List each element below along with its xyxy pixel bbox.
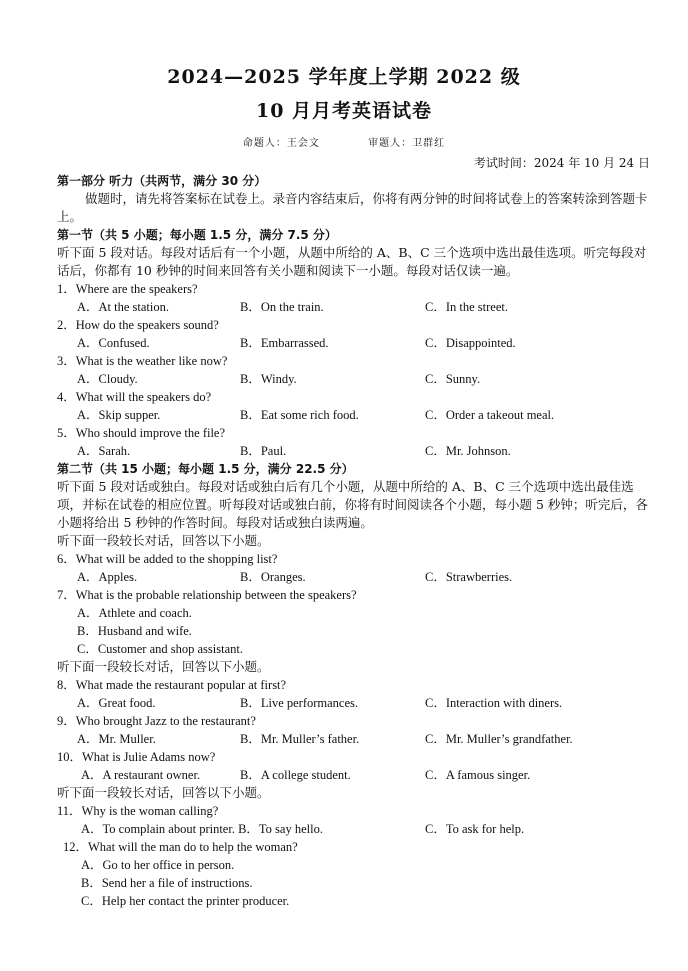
part1-instruction: 做题时，请先将答案标在试卷上。录音内容结束后，你将有两分钟的时间将试卷上的答案转涂到答题卡上。 bbox=[57, 191, 648, 224]
option-a: A．Mr. Muller. bbox=[77, 732, 156, 746]
option-c: C．A famous singer. bbox=[425, 768, 531, 782]
question-9: 9．Who brought Jazz to the restaurant? bbox=[57, 714, 256, 728]
options-8 bbox=[57, 694, 653, 712]
option-a: A．Go to her office in person. bbox=[81, 858, 235, 872]
page-subtitle: 10 月月考英语试卷 bbox=[255, 100, 433, 122]
page-title: 2024—2025 学年度上学期 2022 级 bbox=[167, 66, 521, 88]
option-c: C．To ask for help. bbox=[425, 822, 525, 836]
options-10 bbox=[57, 766, 653, 784]
question-10: 10．What is Julie Adams now? bbox=[57, 750, 216, 764]
option-b: B．A college student. bbox=[240, 768, 351, 782]
section2-heading: 第二节（共 15 小题；每小题 1.5 分，满分 22.5 分） bbox=[57, 462, 354, 476]
setter-label: 命题人：王会文 bbox=[242, 138, 320, 149]
question-5: 5．Who should improve the file? bbox=[57, 426, 226, 440]
option-a-b: A．To complain about printer. B．To say hello. bbox=[81, 822, 323, 836]
option-a: A．Confused. bbox=[77, 336, 150, 350]
option-b: B．Live performances. bbox=[240, 696, 359, 710]
question-11: 11．Why is the woman calling? bbox=[57, 804, 219, 818]
option-a: A．A restaurant owner. bbox=[81, 768, 201, 782]
section2-instruction: 听下面 5 段对话或独白。每段对话或独白后有几个小题，从题中所给的 A、B、C 三个选项中选出最佳选项，并标在试卷的相应位置。听每段对话或独白前，你将有时间阅读各个小题，每小题 5 秒钟；听完后，各小题将给出 5 秒钟的作答时间。每段对话或独白读两遍。 bbox=[57, 479, 648, 530]
authors-line bbox=[0, 134, 688, 149]
option-b: B．Husband and wife. bbox=[77, 624, 192, 638]
option-b: B．Paul. bbox=[240, 444, 287, 458]
options-9 bbox=[57, 730, 653, 748]
dialogue-intro: 听下面一段较长对话，回答以下小题。 bbox=[57, 659, 270, 674]
options-6 bbox=[57, 568, 653, 586]
option-b: B．Windy. bbox=[240, 372, 297, 386]
option-c: C．In the street. bbox=[425, 300, 508, 314]
options-4 bbox=[57, 406, 653, 424]
option-b: B．Mr. Muller’s father. bbox=[240, 732, 360, 746]
option-a: A．Skip supper. bbox=[77, 408, 161, 422]
option-c: C．Interaction with diners. bbox=[425, 696, 563, 710]
option-c: C．Strawberries. bbox=[425, 570, 513, 584]
option-a: A．Athlete and coach. bbox=[77, 606, 192, 620]
option-c: C．Disappointed. bbox=[425, 336, 516, 350]
options-11 bbox=[57, 820, 653, 838]
dialogue-intro: 听下面一段较长对话，回答以下小题。 bbox=[57, 533, 270, 548]
option-b: B．Embarrassed. bbox=[240, 336, 329, 350]
question-6: 6．What will be added to the shopping list? bbox=[57, 552, 278, 566]
option-c: C．Mr. Muller’s grandfather. bbox=[425, 732, 573, 746]
options-2 bbox=[57, 334, 653, 352]
section1-heading: 第一节（共 5 小题；每小题 1.5 分，满分 7.5 分） bbox=[57, 228, 337, 242]
option-c: C．Customer and shop assistant. bbox=[77, 642, 243, 656]
options-3 bbox=[57, 370, 653, 388]
option-a: A．Cloudy. bbox=[77, 372, 138, 386]
options-5 bbox=[57, 442, 653, 460]
dialogue-intro: 听下面一段较长对话，回答以下小题。 bbox=[57, 785, 270, 800]
question-7: 7．What is the probable relationship between the speakers? bbox=[57, 588, 357, 602]
option-c: C．Mr. Johnson. bbox=[425, 444, 511, 458]
option-a: A．At the station. bbox=[77, 300, 170, 314]
section1-instruction: 听下面 5 段对话。每段对话后有一个小题，从题中所给的 A、B、C 三个选项中选出最佳选项。听完每段对话后，你都有 10 秒钟的时间来回答有关小题和阅读下一小题。每段对话仅读一遍。 bbox=[57, 245, 647, 278]
options-1 bbox=[57, 298, 653, 316]
option-a: A．Sarah. bbox=[77, 444, 131, 458]
option-c: C．Help her contact the printer producer. bbox=[81, 894, 290, 908]
question-1: 1．Where are the speakers? bbox=[57, 282, 198, 296]
option-b: B．Oranges. bbox=[240, 570, 306, 584]
option-a: A．Great food. bbox=[77, 696, 156, 710]
option-b: B．Eat some rich food. bbox=[240, 408, 359, 422]
option-b: B．Send her a file of instructions. bbox=[81, 876, 253, 890]
question-8: 8．What made the restaurant popular at first? bbox=[57, 678, 287, 692]
reviewer-label: 审题人：卫群红 bbox=[368, 138, 446, 149]
option-c: C．Sunny. bbox=[425, 372, 481, 386]
part1-heading: 第一部分 听力（共两节，满分 30 分） bbox=[57, 174, 267, 188]
question-12: 12．What will the man do to help the woman? bbox=[63, 840, 298, 854]
question-3: 3．What is the weather like now? bbox=[57, 354, 228, 368]
option-b: B．On the train. bbox=[240, 300, 324, 314]
question-2: 2．How do the speakers sound? bbox=[57, 318, 219, 332]
exam-time: 考试时间：2024 年 10 月 24 日 bbox=[473, 156, 650, 170]
option-a: A．Apples. bbox=[77, 570, 138, 584]
question-4: 4．What will the speakers do? bbox=[57, 390, 212, 404]
option-c: C．Order a takeout meal. bbox=[425, 408, 555, 422]
exam-content bbox=[57, 172, 653, 910]
